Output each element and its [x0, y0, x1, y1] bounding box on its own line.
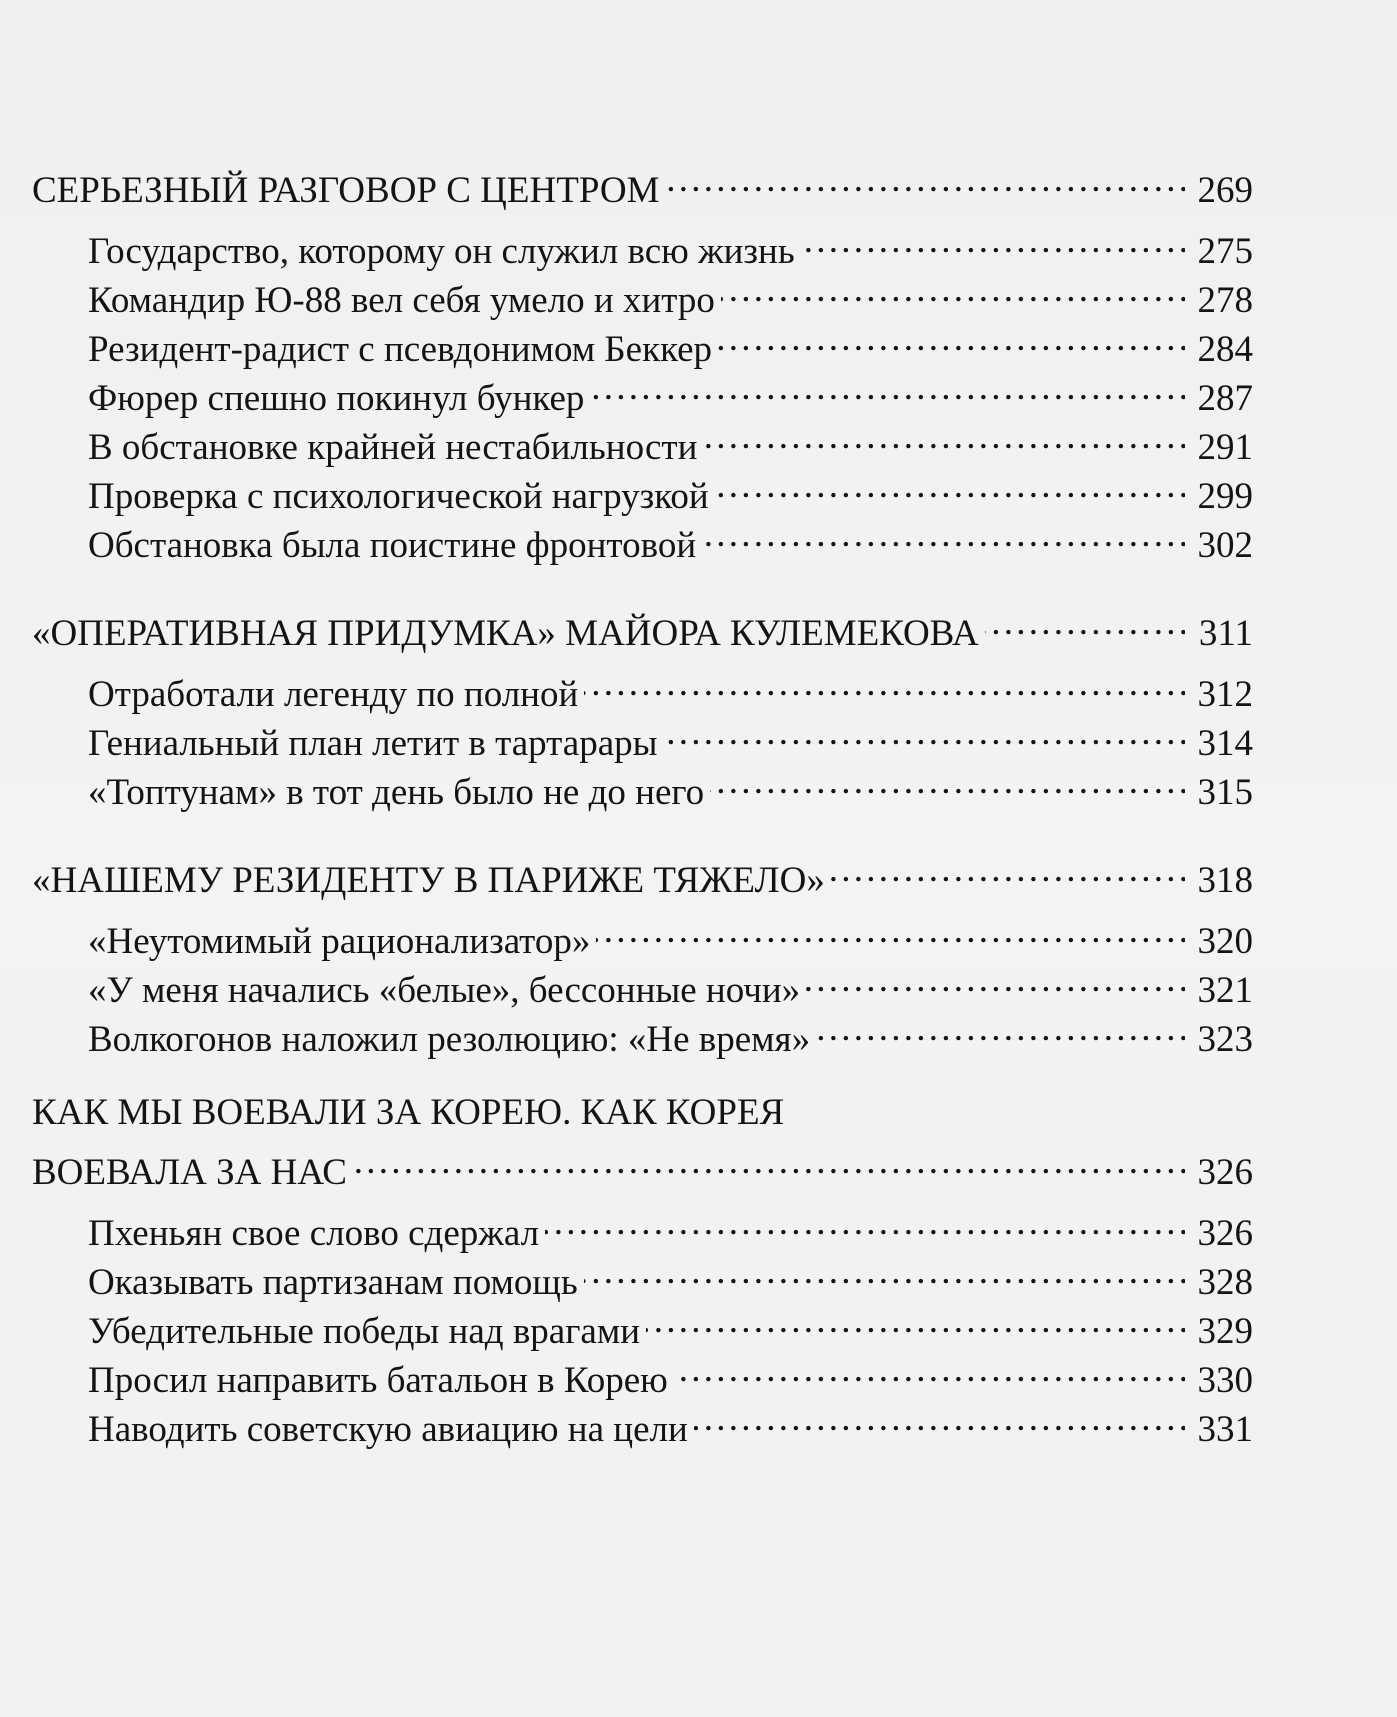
dot-leader	[710, 760, 1185, 804]
dot-leader	[694, 1397, 1185, 1441]
toc-item-entry	[88, 513, 1253, 566]
toc-item-title: Убедительные победы над врагами	[88, 1311, 641, 1352]
dot-leader	[702, 513, 1185, 557]
toc-page-number: 321	[1197, 970, 1253, 1011]
toc-item-title: Наводить советскую авиацию на цели	[88, 1409, 688, 1450]
toc-item-title: Резидент-радист с псевдонимом Беккер	[88, 329, 713, 370]
dot-leader	[801, 219, 1185, 263]
toc-page-number: 291	[1197, 427, 1253, 468]
dot-leader	[718, 317, 1185, 361]
toc-item-entry	[88, 760, 1253, 813]
toc-page-number: 314	[1197, 723, 1253, 764]
toc-page-number: 302	[1197, 525, 1253, 566]
dot-leader	[674, 1348, 1185, 1392]
toc-item-title: В обстановке крайней нестабильности	[88, 427, 698, 468]
toc-item-entry	[88, 1250, 1253, 1303]
toc-section-entry	[32, 158, 1253, 211]
dot-leader	[590, 366, 1185, 410]
dot-leader	[985, 601, 1185, 645]
toc-section-title: СЕРЬЕЗНЫЙ РАЗГОВОР С ЦЕНТРОМ	[32, 170, 660, 211]
toc-item-entry	[88, 1397, 1253, 1450]
dot-leader	[831, 848, 1185, 892]
toc-item-title: Фюрер спешно покинул бункер	[88, 378, 585, 419]
toc-item-title: Обстановка была поистине фронтовой	[88, 525, 697, 566]
toc-page-number: 311	[1198, 613, 1253, 654]
toc-item-title: «У меня начались «белые», бессонные ночи»	[88, 970, 801, 1011]
toc-item-entry	[88, 1007, 1253, 1060]
toc-page-number: 328	[1197, 1262, 1253, 1303]
toc-page-number: 287	[1197, 378, 1253, 419]
toc-item-entry	[88, 219, 1253, 272]
toc-item-entry	[88, 1348, 1253, 1401]
toc-item-entry	[88, 415, 1253, 468]
toc-section-title-line1: КАК МЫ ВОЕВАЛИ ЗА КОРЕЮ. КАК КОРЕЯ	[32, 1092, 785, 1133]
toc-item-entry	[88, 711, 1253, 764]
toc-item-entry	[88, 268, 1253, 321]
toc-item-title: «Топтунам» в тот день было не до него	[88, 772, 705, 813]
dot-leader	[721, 268, 1185, 312]
toc-page-number: 326	[1197, 1213, 1253, 1254]
dot-leader	[545, 1201, 1185, 1245]
toc-item-title: «Неутомимый рационализатор»	[88, 921, 591, 962]
toc-item-title: Оказывать партизанам помощь	[88, 1262, 578, 1303]
dot-leader	[646, 1299, 1185, 1343]
toc-item-entry	[88, 366, 1253, 419]
dot-leader	[596, 909, 1185, 953]
toc-item-title: Пхеньян свое слово сдержал	[88, 1213, 540, 1254]
toc-page-number: 329	[1197, 1311, 1253, 1352]
toc-page-number: 269	[1197, 170, 1253, 211]
toc-page-number: 278	[1197, 280, 1253, 321]
toc-section-entry	[32, 1140, 1253, 1193]
toc-section-entry	[32, 848, 1253, 901]
dot-leader	[816, 1007, 1185, 1051]
toc-item-title: Проверка с психологической нагрузкой	[88, 476, 709, 517]
toc-item-entry	[88, 662, 1253, 715]
toc-page-number: 312	[1197, 674, 1253, 715]
toc-section-entry	[32, 601, 1253, 654]
toc-page-number: 320	[1197, 921, 1253, 962]
toc-item-title: Государство, которому он служил всю жизнь	[88, 231, 795, 272]
dot-leader	[665, 158, 1185, 202]
toc-section-title: ВОЕВАЛА ЗА НАС	[32, 1152, 347, 1193]
toc-item-entry	[88, 317, 1253, 370]
dot-leader	[703, 415, 1185, 459]
toc-page-number: 331	[1197, 1409, 1253, 1450]
toc-item-entry	[88, 1299, 1253, 1352]
dot-leader	[584, 1250, 1185, 1294]
toc-item-title: Гениальный план летит в тартарары	[88, 723, 658, 764]
dot-leader	[806, 958, 1185, 1002]
toc-item-title: Отработали легенду по полной	[88, 674, 579, 715]
dot-leader	[353, 1140, 1185, 1184]
toc-page-number: 326	[1197, 1152, 1253, 1193]
toc-section-title: «НАШЕМУ РЕЗИДЕНТУ В ПАРИЖЕ ТЯЖЕЛО»	[32, 860, 825, 901]
toc-item-entry	[88, 909, 1253, 962]
dot-leader	[664, 711, 1185, 755]
toc-page-number: 330	[1197, 1360, 1253, 1401]
toc-page-number: 275	[1197, 231, 1253, 272]
toc-page-number: 318	[1197, 860, 1253, 901]
toc-item-entry	[88, 464, 1253, 517]
toc-item-title: Командир Ю-88 вел себя умело и хитро	[88, 280, 715, 321]
toc-item-entry	[88, 1201, 1253, 1254]
dot-leader	[584, 662, 1185, 706]
toc-page-number: 323	[1197, 1019, 1253, 1060]
toc-item-entry	[88, 958, 1253, 1011]
toc-item-title: Волкогонов наложил резолюцию: «Не время»	[88, 1019, 811, 1060]
toc-page-number: 299	[1197, 476, 1253, 517]
toc-page-number: 284	[1197, 329, 1253, 370]
dot-leader	[715, 464, 1185, 508]
toc-item-title: Просил направить батальон в Корею	[88, 1360, 668, 1401]
toc-section-title: «ОПЕРАТИВНАЯ ПРИДУМКА» МАЙОРА КУЛЕМЕКОВА	[32, 613, 979, 654]
toc-page-number: 315	[1197, 772, 1253, 813]
